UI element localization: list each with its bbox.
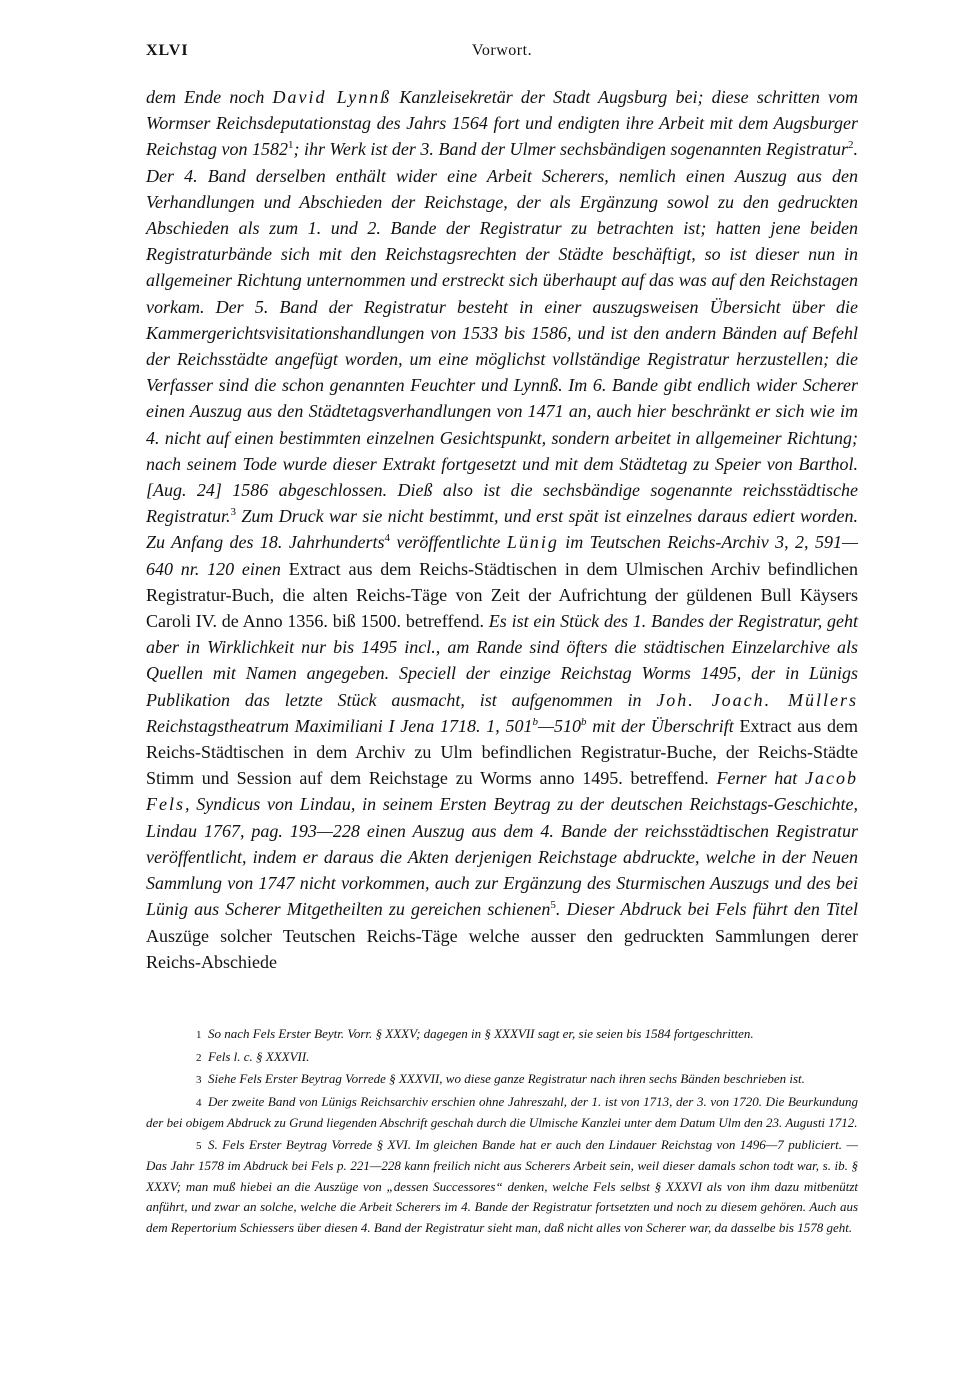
footnote-ref: 4 (384, 532, 391, 545)
name-spaced: Lünig (506, 532, 559, 553)
text-run: . Der 4. Band derselben enthält wider eine Arbeit Scherers, nemlich einen Auszug aus den Verhandlungen und Abschieden der Reichstage, der als Ergänzung sowol zu den gedruckten Abschieden als zum 1. und 2. Bande der Registratur zu betrachten ist; hatten jene beiden Registraturbände sich mit den Reichstagsrechten der Städte beschäftigt, so ist dieser nun in allgemeiner Richtung unternommen und erstreckt sich überhaupt auf das was auf den Reichstagen vorkam. Der 5. Band der Registratur besteht in einer auszugsweisen Übersicht über die Kammergerichtsvisitationshandlungen von 1533 bis 1586, und ist den andern Bänden auf Befehl der Reichsstädte angefügt worden, um eine möglichst vollständige Registratur herzustellen; die Verfasser sind die schon genannten Feuchter und Lynnß. Im 6. Bande gibt endlich wider Scherer einen Auszug aus den Städtetagsverhandlungen von 1471 an, auch hier beschränkt er sich wie im 4. nicht auf einen bestimmten einzelnen Gesichtspunkt, sondern arbeitet in allgemeiner Richtung; nach seinem Tode wurde dieser Extrakt fortgesetzt und mit dem Städtetag zu Speier von Barthol. [Aug. 24] 1586 abgeschlossen. Dieß also ist die sechsbändige sogenannte reichsstädtische Registratur. (146, 139, 858, 527)
page-header (146, 42, 858, 66)
text-run: Reichstagstheatrum Maximiliani I Jena 1718. 1, 501 (146, 715, 533, 736)
footnote-ref: 1 (288, 139, 294, 152)
quoted-title: Auszüge solcher Teutschen Reichs-Täge welche ausser den gedruckten Sammlungen derer Reichs-Abschiede (146, 925, 858, 972)
footnote-number: 1 (196, 1029, 202, 1041)
quoted-title: Extract aus dem Reichs-Städtischen in dem Ulmischen Archiv befindlichen Registratur-Buch, die alten Reichs-Täge von Zeit der Aufrichtung der güldenen Bull Käysers Caroli IV. de Anno 1356. biß 1500. betreffend. (146, 558, 858, 632)
footnote-number: 3 (196, 1074, 202, 1086)
page-number: XLVI (146, 42, 189, 59)
text-run: Es ist ein Stück des 1. Bandes der Registratur, geht aber in Wirklichkeit nur bis 1495 incl., am Rande sind öfters die städtischen Einzelarchive als Quellen mit Namen angegeben. Speciell der einzige Reichstag Worms 1495, der in Lünigs Publikation das letzte Stück ausmacht, ist aufgenommen in (146, 611, 858, 710)
text-run: dem Ende noch (146, 87, 273, 107)
text-run: mit der Überschrift (586, 715, 734, 736)
footnote-text: S. Fels Erster Beytrag Vorrede § XVI. Im gleichen Bande hat er auch den Lindauer Reichstag von 1496—7 publiciert. — Das Jahr 1578 im Abdruck bei Fels p. 221—228 kann freilich nicht aus Scherers Arbeit sein, weil dieser damals schon todt war, s. ib. § XXXV; man muß hiebei an die Auszüge von „dessen Successores“ denken, welche Fels selbst § XXXVI als von ihm dazu mitbenützt anführt, und zwar an solche, welche die Arbeit Scherers im 4. Bande der Registratur fortsetzten und noch zu diesem gehören. Auch aus dem Repertorium Schiessers über diesen 4. Band der Registratur sieht man, daß nicht alles von Scherer war, da dasselbe bis 1578 geht. (146, 1136, 858, 1235)
footnotes (146, 1024, 858, 1239)
name-spaced: Jacob Fels (146, 768, 859, 815)
footnote-text: So nach Fels Erster Beytr. Vorr. § XXXV; dagegen in § XXXVII sagt er, sie seien bis 1584 fortgeschritten. (208, 1026, 754, 1041)
superscript: b (532, 715, 538, 728)
footnote (146, 1069, 858, 1091)
footnote-number: 5 (196, 1139, 202, 1152)
text-run: Kanzleisekretär der Stadt Augsburg bei; diese schritten vom Wormser Reichsdeputationstag des Jahrs 1564 fort und endigten ihre Arbeit mit dem Augsburger Reichstag von 1582 (146, 87, 859, 160)
text-run: , Syndicus von Lindau, in seinem Ersten Beytrag zu der deutschen Reichstags-Geschichte, Lindau 1767, pag. 193—228 einen Auszug aus dem 4. Bande der reichsstädtischen Registratur veröffentlicht, indem er daraus die Akten derjenigen Reichstage abdruckte, welche in der Neuen Sammlung von 1747 nicht vorkommen, auch zur Ergänzung des Sturmischen Auszugs und des bei Lünig aus Scherer Mitgetheilten zu gereichen schienen (146, 794, 858, 920)
main-text (146, 84, 858, 975)
text-run: . Dieser Abdruck bei Fels führt den Titel (555, 899, 858, 920)
text-run: Zum Druck war sie nicht bestimmt, und erst spät ist einzelnes daraus ediert worden. Zu Anfang des 18. Jahrhunderts (146, 506, 858, 553)
footnote-ref: 5 (550, 899, 556, 912)
footnote (146, 1024, 858, 1046)
name-spaced: Joh. Joach. Müllers (656, 689, 858, 710)
name-spaced: David Lynnß (272, 87, 392, 107)
footnote-ref: 3 (230, 506, 237, 519)
running-title: Vorwort. (471, 42, 533, 59)
footnote-number: 2 (196, 1051, 202, 1064)
text-run: Ferner hat (708, 768, 806, 789)
footnote-text: Der zweite Band von Lünigs Reichsarchiv erschien ohne Jahreszahl, der 1. ist von 1713, der 3. von 1720. Die Beurkundung der bei obigem Abdruck zu Grund liegenden Abschrift geschah durch die Ulmische Kanzlei unter dem Datum Ulm den 23. Augusti 1712. (146, 1093, 858, 1130)
footnote (146, 1047, 858, 1069)
footnote (146, 1092, 858, 1134)
footnote (146, 1135, 858, 1239)
footnote-number: 4 (196, 1096, 202, 1109)
text-run: ; ihr Werk ist der 3. Band der Ulmer sechsbändigen sogenannten Registratur (293, 139, 848, 160)
text-run: —510 (537, 715, 581, 736)
quoted-title: Extract aus dem Reichs-Städtischen in dem Archiv zu Ulm befindlichen Registratur-Buche, der Reichs-Städte Stimm und Session auf dem Reichstage zu Worms anno 1495. betreffend. (146, 715, 858, 789)
footnote-text: Fels l. c. § XXXVII. (208, 1048, 310, 1064)
footnote-text: Siehe Fels Erster Beytrag Vorrede § XXXVII, wo diese ganze Registratur nach ihren sechs Bänden beschrieben ist. (208, 1071, 805, 1086)
superscript: b (581, 715, 587, 728)
text-run: im Teutschen Reichs-Archiv 3, 2, 591—640 nr. 120 einen (146, 532, 858, 579)
text-run: veröffentlichte (390, 532, 507, 553)
footnote-ref: 2 (848, 139, 854, 152)
